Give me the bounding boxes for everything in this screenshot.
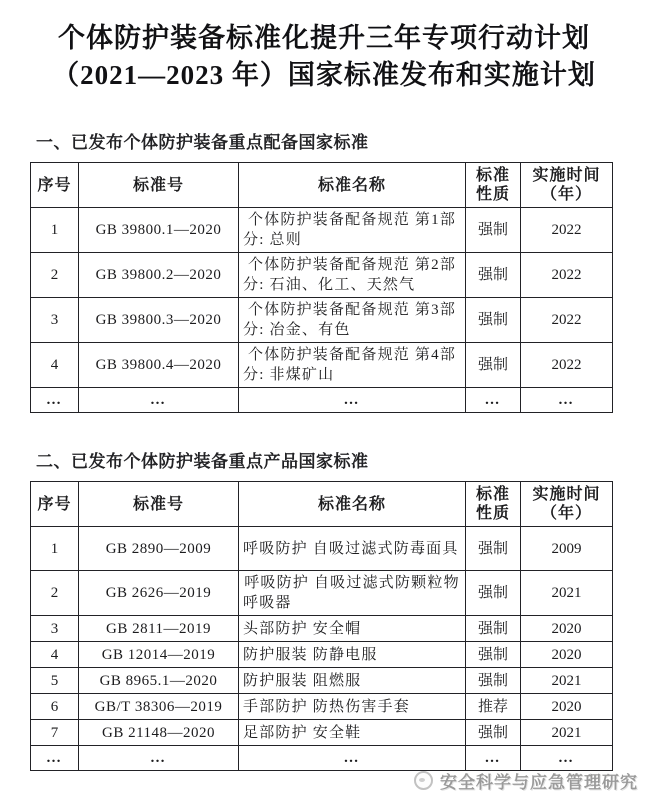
table-row-ellipsis <box>31 746 613 771</box>
cell-nature: 强制 <box>466 668 521 694</box>
published-equipment-standards-table <box>30 162 613 413</box>
cell-code: GB 39800.4—2020 <box>79 343 239 388</box>
cell-year: 2022 <box>521 343 613 388</box>
cell-no: 4 <box>31 642 79 668</box>
col-header-nature: 标准性质 <box>466 482 521 527</box>
cell-name: 呼吸防护 自吸过滤式防毒面具 <box>239 527 466 571</box>
cell-year: 2009 <box>521 527 613 571</box>
cell-year: … <box>521 746 613 771</box>
cell-name: 防护服装 阻燃服 <box>239 668 466 694</box>
cell-name: 个体防护装备配备规范 第3部分: 冶金、有色 <box>239 298 466 343</box>
cell-year: 2020 <box>521 642 613 668</box>
cell-nature: 强制 <box>466 343 521 388</box>
section-2-heading: 二、已发布个体防护装备重点产品国家标准 <box>36 452 369 471</box>
cell-year: 2022 <box>521 298 613 343</box>
table-row <box>31 694 613 720</box>
cell-nature: 强制 <box>466 208 521 253</box>
cell-no: 1 <box>31 527 79 571</box>
cell-code: GB 12014—2019 <box>79 642 239 668</box>
cell-nature: 强制 <box>466 616 521 642</box>
cell-nature: 强制 <box>466 253 521 298</box>
cell-code: GB 39800.2—2020 <box>79 253 239 298</box>
col-header-name: 标准名称 <box>239 482 466 527</box>
cell-year: 2022 <box>521 253 613 298</box>
cell-year: 2022 <box>521 208 613 253</box>
col-header-code: 标准号 <box>79 482 239 527</box>
col-header-nature: 标准性质 <box>466 163 521 208</box>
cell-code: … <box>79 388 239 413</box>
cell-code: GB 2626—2019 <box>79 571 239 616</box>
col-header-no: 序号 <box>31 482 79 527</box>
table-row <box>31 298 613 343</box>
cell-no: 3 <box>31 298 79 343</box>
table-row <box>31 642 613 668</box>
cell-nature: 推荐 <box>466 694 521 720</box>
document-title <box>0 0 648 94</box>
cell-name: 个体防护装备配备规范 第4部分: 非煤矿山 <box>239 343 466 388</box>
cell-nature: 强制 <box>466 571 521 616</box>
col-header-name: 标准名称 <box>239 163 466 208</box>
cell-name: 手部防护 防热伤害手套 <box>239 694 466 720</box>
cell-year: 2020 <box>521 616 613 642</box>
cell-code: GB 8965.1—2020 <box>79 668 239 694</box>
cell-no: 2 <box>31 253 79 298</box>
cell-nature: 强制 <box>466 527 521 571</box>
cell-name: 足部防护 安全鞋 <box>239 720 466 746</box>
cell-no: … <box>31 746 79 771</box>
col-header-year: 实施时间（年） <box>521 163 613 208</box>
document-title-line2: （2021—2023 年）国家标准发布和实施计划 <box>52 60 596 90</box>
cell-code: GB 39800.1—2020 <box>79 208 239 253</box>
cell-nature: … <box>466 388 521 413</box>
col-header-year: 实施时间（年） <box>521 482 613 527</box>
cell-year: 2021 <box>521 571 613 616</box>
cell-no: 4 <box>31 343 79 388</box>
cell-year: 2021 <box>521 668 613 694</box>
section-1-heading: 一、已发布个体防护装备重点配备国家标准 <box>36 133 369 152</box>
table-row-ellipsis <box>31 388 613 413</box>
cell-nature: … <box>466 746 521 771</box>
cell-code: GB 2811—2019 <box>79 616 239 642</box>
cell-name: … <box>239 746 466 771</box>
cell-name: 个体防护装备配备规范 第1部分: 总则 <box>239 208 466 253</box>
cell-name: 防护服装 防静电服 <box>239 642 466 668</box>
table-row <box>31 527 613 571</box>
cell-name: 个体防护装备配备规范 第2部分: 石油、化工、天然气 <box>239 253 466 298</box>
publisher-watermark <box>414 768 638 793</box>
cell-name: … <box>239 388 466 413</box>
cell-no: … <box>31 388 79 413</box>
table-row <box>31 253 613 298</box>
cell-no: 5 <box>31 668 79 694</box>
cell-year: 2021 <box>521 720 613 746</box>
published-product-standards-table <box>30 481 613 771</box>
cell-code: GB/T 38306—2019 <box>79 694 239 720</box>
table-row <box>31 616 613 642</box>
cell-no: 6 <box>31 694 79 720</box>
cell-code: GB 39800.3—2020 <box>79 298 239 343</box>
publisher-logo-icon <box>414 771 433 790</box>
table-row <box>31 208 613 253</box>
table-row <box>31 668 613 694</box>
cell-code: GB 21148—2020 <box>79 720 239 746</box>
cell-code: … <box>79 746 239 771</box>
cell-nature: 强制 <box>466 720 521 746</box>
publisher-watermark-text: 安全科学与应急管理研究 <box>440 773 638 792</box>
table-row <box>31 343 613 388</box>
cell-no: 2 <box>31 571 79 616</box>
cell-nature: 强制 <box>466 642 521 668</box>
cell-no: 7 <box>31 720 79 746</box>
cell-no: 1 <box>31 208 79 253</box>
document-title-line1: 个体防护装备标准化提升三年专项行动计划 <box>58 23 590 53</box>
table-header-row <box>31 482 613 527</box>
table-header-row <box>31 163 613 208</box>
cell-name: 头部防护 安全帽 <box>239 616 466 642</box>
cell-name: 呼吸防护 自吸过滤式防颗粒物呼吸器 <box>239 571 466 616</box>
col-header-code: 标准号 <box>79 163 239 208</box>
col-header-no: 序号 <box>31 163 79 208</box>
cell-year: 2020 <box>521 694 613 720</box>
cell-nature: 强制 <box>466 298 521 343</box>
cell-code: GB 2890—2009 <box>79 527 239 571</box>
table-row <box>31 571 613 616</box>
table-row <box>31 720 613 746</box>
cell-year: … <box>521 388 613 413</box>
cell-no: 3 <box>31 616 79 642</box>
